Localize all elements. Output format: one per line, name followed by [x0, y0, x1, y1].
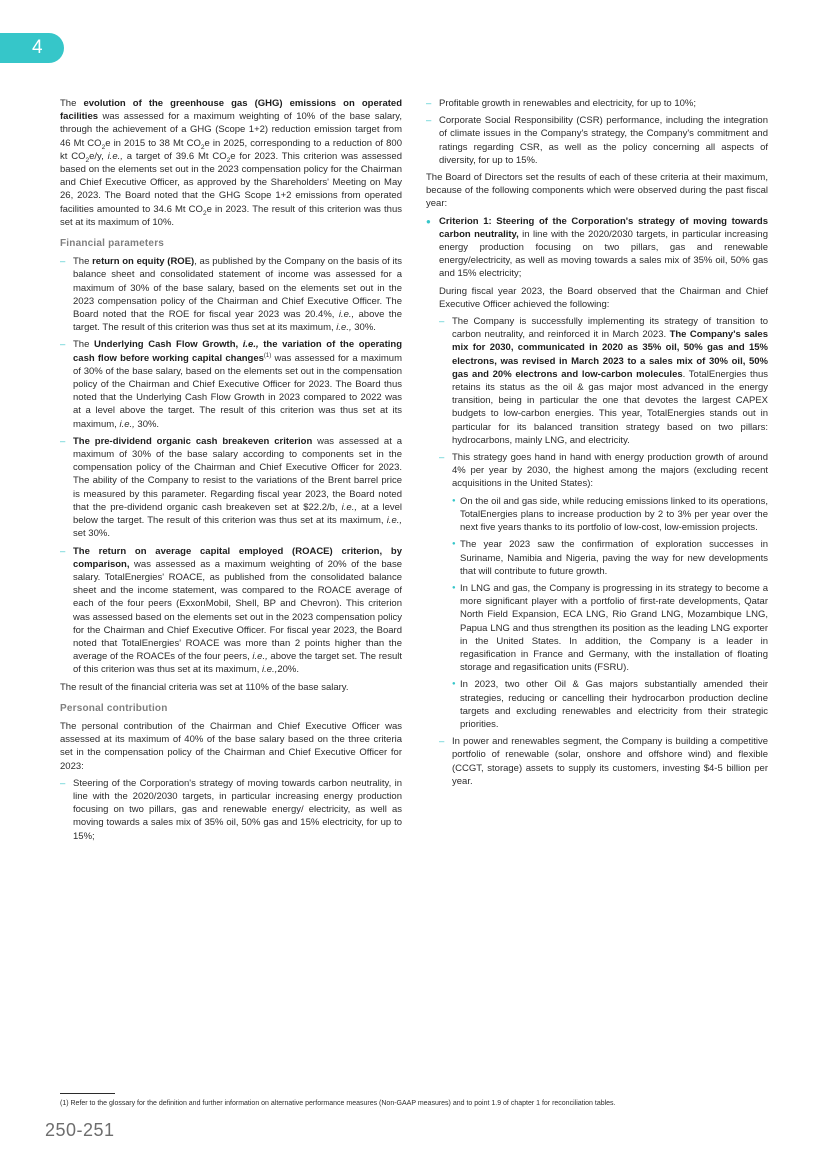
footnote: (1) Refer to the glossary for the definition and further information on alternative performance measures (Non-GAAP measures) and to point 1.9 of chapter 1 for reconciliation tables. [60, 1100, 616, 1107]
personal-intro: The personal contribution of the Chairman and Chief Executive Officer was assessed at its maximum of 40% of the base salary based on the three criteria set in the compensation policy of the Chairman and Chief Executive Officer for 2023: [60, 720, 402, 772]
financial-result: The result of the financial criteria was set at 110% of the base salary. [60, 681, 349, 693]
chapter-number: 4 [32, 37, 43, 58]
achievement-item: – In power and renewables segment, the Company is building a competitive portfolio of renewable (solar, onshore and offshore wind) and flexible (CCGT, storage) assets to supply its customers, investing $4-5 billion per year. [439, 735, 768, 788]
criterion-1-title: ● Criterion 1: Steering of the Corporation's strategy of moving towards carbon neutrality, in line with the 2020/2030 targets, in particular increasing energy production focusing on two pillars, gas and renewable energy/electricity, as well as moving towards a sales mix of 35% oil, 50% gas and 15% electricity; [439, 215, 768, 280]
criterion-1 [426, 215, 768, 281]
criterion-1-body [426, 285, 768, 788]
financial-parameters-heading: Financial parameters [60, 238, 165, 250]
personal-item: – Profitable growth in renewables and electricity, for up to 10%; [426, 97, 768, 110]
observed-text: During fiscal year 2023, the Board observed that the Chairman and Chief Executive Officer achieved the following: [439, 285, 768, 310]
personal-criteria-list [60, 777, 402, 843]
personal-item: – Steering of the Corporation's strategy of moving towards carbon neutrality, in line with the 2020/2030 targets, in particular increasing energy production focusing on two pillars, gas and renewable energy/ electricity, as well as moving towards a sales mix of 35% oil, 50% gas and 15% electricity, for up to 15%; [60, 777, 402, 843]
cash-flow-item: – The Underlying Cash Flow Growth, i.e., the variation of the operating cash flow before working capital changes$^{(1)}$ was assessed for a maximum of 30% of the base salary, based on the elements set out in the compensation policy of the Chairman and Chief Executive Officer for 2023. The Board thus noted that the Underlying Cash Flow Growth in 2023 compared to 2022 was at a level above the target. The result of this criterion was thus set at its maximum, i.e., 30%. [60, 338, 402, 430]
growth-bullet: ● The year 2023 saw the confirmation of exploration successes in Suriname, Namibia and Nigeria, paving the way for new developments that will contribute to future growth. [452, 538, 768, 578]
right-column [426, 97, 768, 792]
growth-bullet: ● On the oil and gas side, while reducing emissions linked to its operations, TotalEnergies plans to increase production by 2 to 3% per year over the next five years thanks to its portfolio of low-cost, low-emission projects. [452, 495, 768, 535]
achievements-list [439, 315, 768, 788]
chapter-tab [0, 33, 64, 63]
achievement-item: – The Company is successfully implementing its strategy of transition to carbon neutrality, and reinforced it in March 2023. The Company's sales mix for 2030, communicated in 2020 as 35% oil, 50% gas and 15% electrons, was revised in March 2023 to a sales mix of 30% oil, 50% gas and 20% electrons and low-carbon molecules. TotalEnergies thus retains its status as the oil & gas major most advanced in the energy transition, being in particular the one that devotes the largest CAPEX budgets to low-carbon energies. This year, TotalEnergies stands out in particular for its balanced transition strategy based on two pillars: hydrocarbons, mainly LNG, and electricity. [439, 315, 768, 447]
roe-item: – The return on equity (ROE), as published by the Company on the basis of its balance sheet and consolidated statement of income was assessed for a maximum of 30% of the base salary, based on the elements set out in the 2023 compensation policy of the Chairman and Chief Executive Officer. The Board noted that the ROE for fiscal year 2023 was 20.4%, i.e., above the target. The result of this criterion was thus set at its maximum, i.e., 30%. [60, 255, 402, 334]
footnote-ref: (1) [263, 352, 272, 359]
board-text: The Board of Directors set the results of each of these criteria at their maximum, because of the following components which were observed during the past fiscal year: [426, 172, 768, 210]
achievement-item: – This strategy goes hand in hand with energy production growth of around 4% per year by 2030, the highest among the majors (excluding recent acquisitions in the United States): ● On the oil and gas side, while reducing emissions linked to its operations, TotalEnergies plans to increase production by 2 to 3% per year over the next five years thanks to its portfolio of low-cost, low-emission projects. ● The year 2023 saw the confirmation of exploration successes in Suriname, Namibia and Nigeria, paving the way for new developments that will contribute to future growth. ● In LNG and gas, the Company is progressing in its strategy to become a more significant player with a portfolio of first-rate developments, Qatar North Field Expansion, ECA LNG, Rio Grand LNG, Mozambique LNG, Papua LNG and thus strengthen its position as the leading LNG exporter in the United States. In addition, the Company is a leader in regasification in France and Germany, with the installation of floating storage and regasification units (FSRU). ● In 2023, two other Oil & Gas majors substantially amended their strategies, reducing or cancelling their hydrocarbon production decline targets and excluding renewables and electricity from their strategic priorities. [439, 451, 768, 731]
growth-bullet: ● In 2023, two other Oil & Gas majors substantially amended their strategies, reducing or cancelling their hydrocarbon production decline targets and excluding renewables and electricity from their strategic priorities. [452, 678, 768, 731]
personal-contribution-heading: Personal contribution [60, 702, 168, 714]
breakeven-item: – The pre-dividend organic cash breakeven criterion was assessed at a maximum of 30% of the base salary according to components set in the compensation policy of the Chairman and Chief Executive Officer for 2023. The ability of the Company to resist to the variations of the Brent barrel price is measured by this parameter. Regarding fiscal year 2023, the Board noted that the pre-dividend organic cash breakeven set at $22.2/b, i.e., at a level below the target. The result of this criterion was thus set at its maximum, i.e., set 30%. [60, 435, 402, 541]
roace-item: – The return on average capital employed (ROACE) criterion, by comparison, was assessed as a maximum weighting of 20% of the base salary. TotalEnergies' ROACE, as published from the consolidated balance sheet and the income statement, was compared to the ROACE average of each of the four peers (ExxonMobil, Shell, BP and Chevron). This criterion was assessed based on the elements set out in the 2023 compensation policy for the Chairman and Chief Executive Officer. For fiscal year 2023, the Board noted that TotalEnergies' ROACE was more than 2 points higher than the average of the ROACEs of the four peers, i.e., above the target set. The result of this criterion was thus set at its maximum, i.e.,20%. [60, 545, 402, 677]
left-column [60, 97, 402, 847]
personal-item: – Corporate Social Responsibility (CSR) performance, including the integration of climate issues in the Company's strategy, the Company's commitment and ratings regarding CSR, as well as the policy concerning all aspects of diversity, for up to 15%. [426, 114, 768, 167]
ghg-paragraph: The evolution of the greenhouse gas (GHG) emissions on operated facilities was assessed for a maximum weighting of 10% of the base salary, through the achievement of a GHG (Scope 1+2) reduction emission target from 46 Mt $CO_2e$ in 2015 to 38 Mt $CO_2e$ in 2025, corresponding to a reduction of 800 kt $CO_2e/y$, i.e., a target of 39.6 Mt $CO_2e$ for 2023. This criterion was assessed based on the elements set out in the 2023 compensation policy for the Chairman and Chief Executive Officer, as approved by the Shareholders' Meeting on May 26, 2023. The Board noted that the GHG Scope 1+2 emissions from operated facilities amounted to 34.6 Mt $CO_2e$ in 2023. The result of this criterion was thus set at its maximum of 10%. [60, 98, 403, 228]
page-number: 250-251 [45, 1120, 115, 1140]
personal-criteria-list-cont [426, 97, 768, 167]
growth-bullet: ● In LNG and gas, the Company is progressing in its strategy to become a more significant player with a portfolio of first-rate developments, Qatar North Field Expansion, ECA LNG, Rio Grand LNG, Mozambique LNG, Papua LNG and thus strengthen its position as the leading LNG exporter in the United States. In addition, the Company is a leader in regasification in France and Germany, with the installation of floating storage and regasification units (FSRU). [452, 582, 768, 674]
growth-bullets [452, 495, 768, 731]
footnote-divider [60, 1093, 115, 1094]
financial-criteria-list [60, 255, 402, 676]
